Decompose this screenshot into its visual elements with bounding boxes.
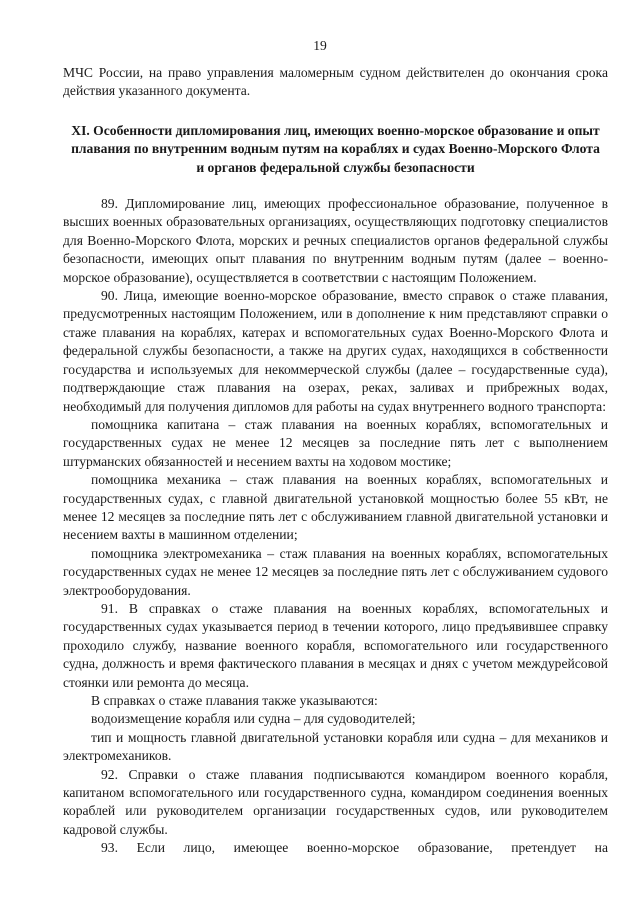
document-body	[63, 64, 608, 858]
paragraph-90: 90. Лица, имеющие военно-морское образование, вместо справок о стаже плавания, предусмотренных настоящим Положением, или в дополнение к ним представляют справки о стаже плавания на кораблях, катерах и вспомогательных судах Военно-Морского Флота и федеральной службы безопасности, а также на других судах, находящихся в собственности государства и используемых для некоммерческой службы (далее – государственные суда), подтверждающие стаж плавания на озерах, реках, заливах и прибрежных водах, необходимый для получения дипломов для работы на судах внутреннего водного транспорта:	[63, 288, 608, 414]
page-number: 19	[313, 38, 327, 53]
paragraph-92: 92. Справки о стаже плавания подписываются командиром военного корабля, капитаном вспомогательного или государственного судна, командиром соединения военных кораблей или руководителем организации государственных судов, или руководителем кадровой службы.	[63, 766, 608, 837]
list-item-engine-type: тип и мощность главной двигательной установки корабля или судна – для механиков и электромехаников.	[63, 729, 608, 764]
list-item-captain-assistant: помощника капитана – стаж плавания на военных кораблях, вспомогательных и государственных судах не менее 12 месяцев за последние пять лет с выполнением штурманских обязанностей и несением вахты на ходовом мостике;	[63, 416, 608, 469]
paragraph-91: 91. В справках о стаже плавания на военных кораблях, вспомогательных и государственных судах указывается период в течении которого, лицо предъявившее справку проходило службу, название военного корабля, вспомогательного или государственного судна, должность и время фактического плавания в месяцах и днях с учетом междурейсовой стоянки или ремонта до месяца.	[63, 600, 608, 690]
section-heading: XI. Особенности дипломирования лиц, имеющих военно-морское образование и опыт плавания по внутренним водным путям на кораблях и судах Военно-Морского Флота и органов федеральной службы безопасности	[71, 122, 600, 175]
paragraph-93: 93. Если лицо, имеющее военно-морское образование, претендует на	[101, 840, 608, 856]
list-item-displacement: водоизмещение корабля или судна – для судоводителей;	[91, 711, 416, 727]
list-item-electromechanic-assistant: помощника электромеханика – стаж плавания на военных кораблях, вспомогательных государственных судах не менее 12 месяцев за последние пять лет с обслуживанием судового электрооборудования.	[63, 545, 608, 598]
paragraph-89: 89. Дипломирование лиц, имеющих профессиональное образование, полученное в высших военных образовательных организациях, осуществляющих подготовку специалистов для Военно-Морского Флота, морских и речных специалистов органов федеральной службы безопасности, имеющих опыт плавания по внутренним водным путям (далее – военно-морское образование), осуществляется в соответствии с настоящим Положением.	[63, 196, 608, 285]
paragraph-also-indicated: В справках о стаже плавания также указываются:	[91, 693, 378, 708]
intro-paragraph: МЧС России, на право управления маломерным судном действителен до окончания срока действия указанного документа.	[63, 65, 608, 99]
list-item-mechanic-assistant: помощника механика – стаж плавания на военных кораблях, вспомогательных и государственных судах, с главной двигательной установкой мощностью более 55 кВт, не менее 12 месяцев за последние пять лет с обслуживанием главной двигательной установки и несением вахты в машинном отделении;	[63, 472, 608, 543]
